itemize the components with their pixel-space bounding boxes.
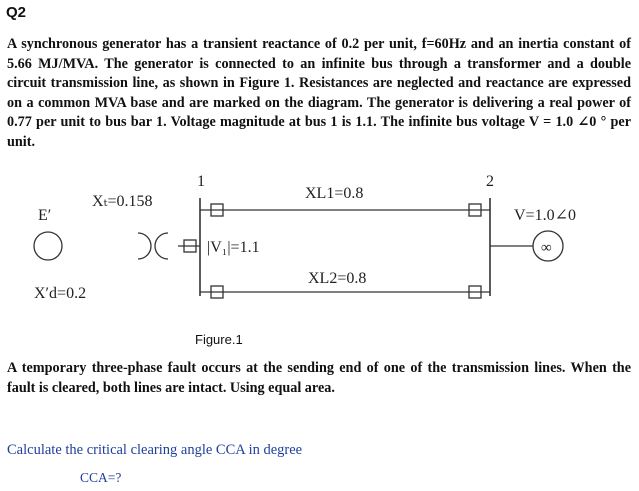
question-label: Q2	[6, 4, 27, 21]
transformer-reactance-label: Xₜ=0.158	[92, 193, 153, 210]
bus-1-voltage-label: |V₁|=1.1	[207, 239, 260, 256]
bus-2-label: 2	[486, 173, 494, 190]
figure-caption: Figure.1	[195, 332, 243, 347]
problem-statement: A synchronous generator has a transient reactance of 0.2 per unit, f=60Hz and an inertia constant of 5.66 MJ/MVA. The generator is connected to an infinite bus through a transformer and a double circuit transmission line, as shown in Figure 1. Resistances are neglected and reactance are expressed on a common MVA base and are marked on the diagram. The generator is delivering a real power of 0.77 per unit to bus bar 1. Voltage magnitude at bus 1 is 1.1. The infinite bus voltage V = 1.0 ∠0 ° per unit.	[7, 36, 631, 150]
transformer-secondary-coil	[155, 233, 168, 259]
line-1-reactance-label: XL1=0.8	[305, 185, 364, 202]
infinite-bus-voltage-label: V=1.0∠0	[514, 207, 576, 224]
bus-1-label: 1	[197, 173, 205, 190]
transformer-primary-coil	[138, 233, 151, 259]
question-prompt: Calculate the critical clearing angle CCA in degree	[7, 442, 303, 458]
fault-statement: A temporary three-phase fault occurs at the sending end of one of the transmission lines. When the fault is cleared, both lines are intact. Using equal area.	[7, 360, 631, 396]
answer-prompt: CCA=?	[80, 470, 122, 485]
emf-label: E′	[38, 207, 52, 224]
infinite-symbol: ∞	[541, 240, 552, 256]
line-2-reactance-label: XL2=0.8	[308, 270, 367, 287]
generator-symbol	[34, 232, 62, 260]
circuit-diagram	[0, 168, 639, 328]
transient-reactance-label: X′d=0.2	[34, 285, 87, 302]
